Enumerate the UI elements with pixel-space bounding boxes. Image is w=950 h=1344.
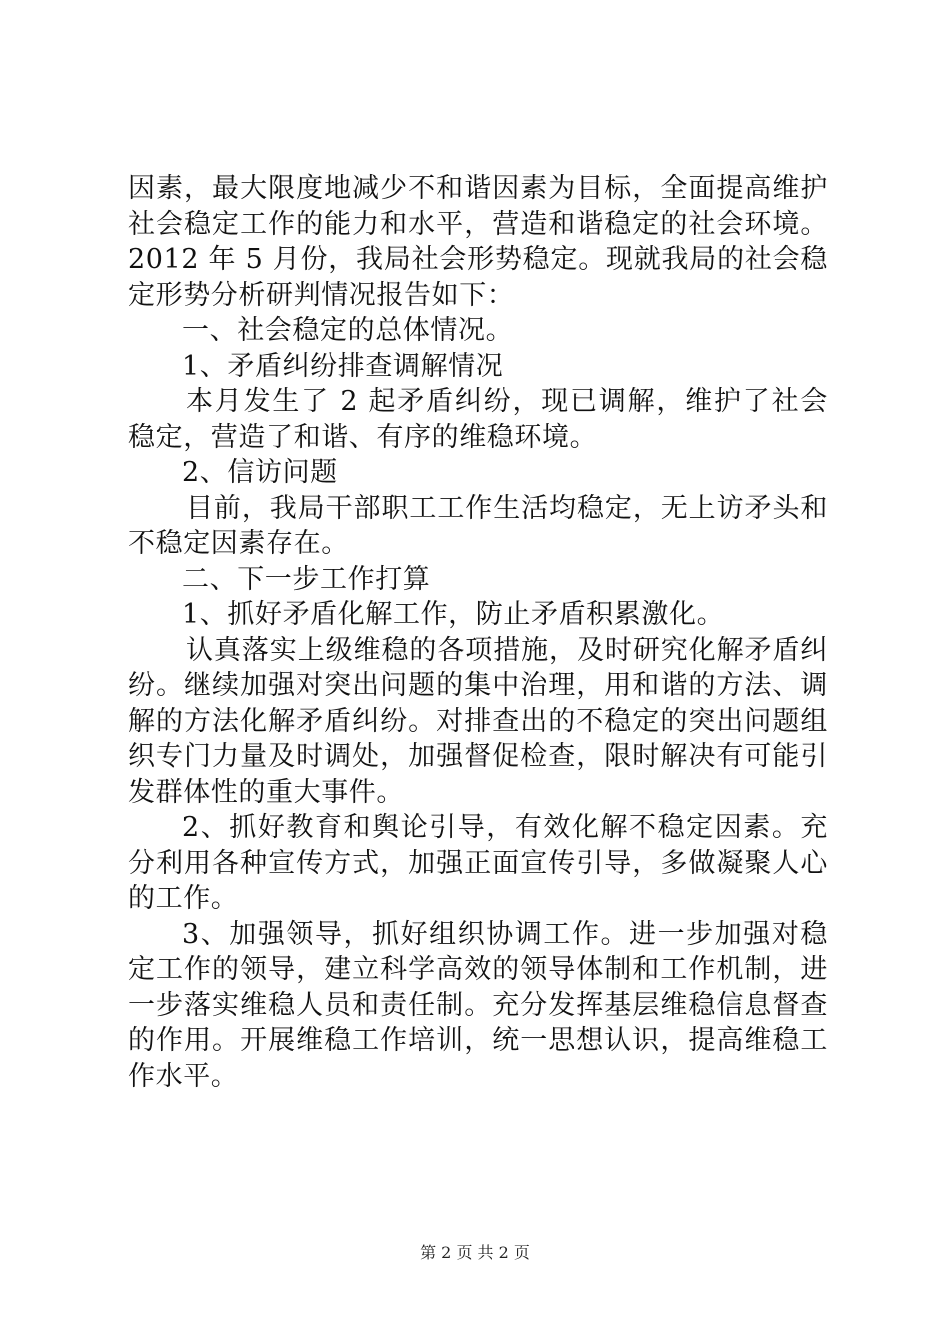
subheading-conflict-resolution: 1、抓好矛盾化解工作，防止矛盾积累激化。	[182, 599, 725, 630]
paragraph-conflict-resolution: 认真落实上级维稳的各项措施，及时研究化解矛盾纠纷。继续加强对突出问题的集中治理，用和谐的方法、调解的方法化解矛盾纠纷。对排查出的不稳定的突出问题组织专门力量及时调处，加强督促检查，限时解决有可能引发群体性的重大事件。	[128, 634, 828, 808]
heading-next-steps: 二、下一步工作打算	[182, 563, 431, 595]
paragraph-education-guidance: 2、抓好教育和舆论引导，有效化解不稳定因素。充分利用各种宣传方式，加强正面宣传引导，多做凝聚人心的工作。	[128, 812, 828, 914]
paragraph-petition: 目前，我局干部职工工作生活均稳定，无上访矛头和不稳定因素存在。	[128, 492, 828, 559]
paragraph-leadership-coordination: 3、加强领导，抓好组织协调工作。进一步加强对稳定工作的领导，建立科学高效的领导体制和工作机制，进一步落实维稳人员和责任制。充分发挥基层维稳信息督查的作用。开展维稳工作培训，统一思想认识，提高维稳工作水平。	[128, 918, 828, 1092]
paragraph-intro: 因素，最大限度地减少不和谐因素为目标，全面提高维护社会稳定工作的能力和水平，营造和谐稳定的社会环境。2012 年 5 月份，我局社会形势稳定。现就我局的社会稳定形势分析研判情况报告如下：	[128, 173, 828, 311]
subheading-petition: 2、信访问题	[182, 457, 338, 488]
paragraph-dispute-mediation: 本月发生了 2 起矛盾纠纷，现已调解，维护了社会稳定，营造了和谐、有序的维稳环境。	[128, 386, 828, 453]
page-number-footer: 第 2 页 共 2 页	[420, 1243, 530, 1262]
document-body	[128, 171, 828, 1094]
subheading-dispute-mediation: 1、矛盾纠纷排查调解情况	[182, 350, 504, 382]
heading-overall-situation: 一、社会稳定的总体情况。	[182, 315, 514, 346]
